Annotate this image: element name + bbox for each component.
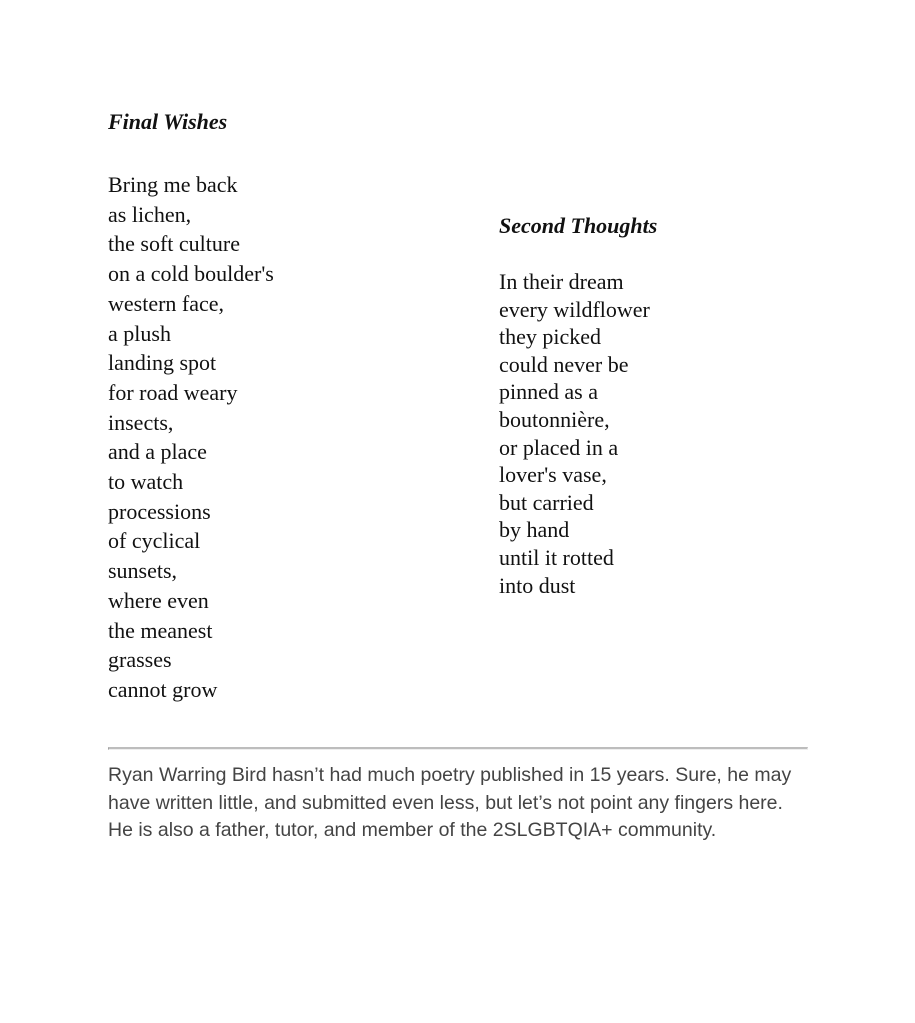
poem-line: of cyclical bbox=[108, 528, 201, 554]
poem-lines bbox=[499, 268, 839, 599]
poem-title: Second Thoughts bbox=[499, 213, 658, 238]
poem-line: landing spot bbox=[108, 350, 217, 376]
poem-line: pinned as a bbox=[499, 379, 598, 405]
poem-line: by hand bbox=[499, 517, 570, 543]
poem-line: sunsets, bbox=[108, 558, 178, 584]
poem-line: into dust bbox=[499, 572, 576, 598]
poem-final-wishes bbox=[108, 108, 448, 705]
poem-line: every wildflower bbox=[499, 296, 650, 322]
poem-line: a plush bbox=[108, 320, 171, 346]
poem-line: the meanest bbox=[108, 617, 213, 643]
section-divider bbox=[108, 747, 808, 750]
poem-line: to watch bbox=[108, 469, 184, 495]
poem-line: Bring me back bbox=[108, 172, 238, 197]
poem-line: for road weary bbox=[108, 379, 238, 405]
poem-line: until it rotted bbox=[499, 544, 614, 570]
poem-title: Final Wishes bbox=[108, 109, 228, 134]
poem-line: In their dream bbox=[499, 269, 624, 294]
poem-line: or placed in a bbox=[499, 434, 619, 460]
poem-line: grasses bbox=[108, 647, 172, 673]
poem-line: they picked bbox=[499, 324, 602, 350]
poem-line: on a cold boulder's bbox=[108, 261, 274, 287]
poem-line: lover's vase, bbox=[499, 462, 607, 488]
poem-line: western face, bbox=[108, 290, 225, 316]
poem-line: cannot grow bbox=[108, 676, 218, 702]
poem-line: where even bbox=[108, 587, 209, 613]
poem-line: but carried bbox=[499, 489, 594, 515]
poem-line: processions bbox=[108, 498, 211, 524]
poem-line: and a place bbox=[108, 439, 207, 465]
poem-line: boutonnière, bbox=[499, 406, 610, 432]
poem-second-thoughts bbox=[499, 212, 839, 599]
poem-line: insects, bbox=[108, 409, 174, 435]
author-bio: Ryan Warring Bird hasn’t had much poetry published in 15 years. Sure, he may have written little, and submitted even less, but let’s not point any fingers here. He is also a father, tutor, and member of the 2SLGBTQIA+ community. bbox=[108, 764, 792, 841]
poem-line: could never be bbox=[499, 351, 629, 377]
poem-line: as lichen, bbox=[108, 201, 192, 227]
poem-line: the soft culture bbox=[108, 231, 240, 257]
poem-lines bbox=[108, 170, 448, 705]
